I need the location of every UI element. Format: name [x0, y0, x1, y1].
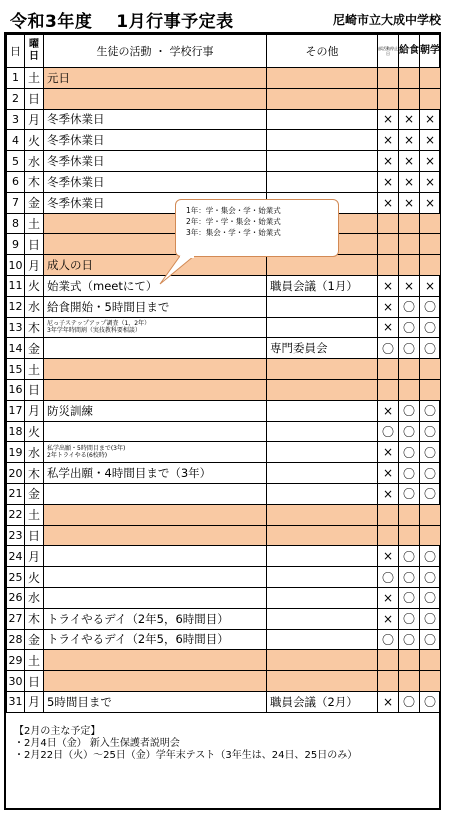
morning-study-mark: 〇: [420, 463, 441, 484]
table-row: [7, 650, 441, 671]
weekday-cell: 土: [25, 650, 44, 671]
activity-cell: 5時間目まで: [44, 691, 267, 712]
other-cell: [267, 608, 378, 629]
header-club-stop: 部活動停止日: [378, 35, 399, 68]
day-cell: 2: [7, 88, 25, 109]
lunch-mark: 〇: [399, 317, 420, 338]
day-cell: 29: [7, 650, 25, 671]
other-cell: [267, 171, 378, 192]
club-stop-mark: [378, 359, 399, 380]
table-row: [7, 400, 441, 421]
activity-cell: トライやるデイ（2年5，6時間目）: [44, 629, 267, 650]
activity-cell: 冬季休業日: [44, 151, 267, 172]
table-row: [7, 151, 441, 172]
club-stop-mark: ×: [378, 171, 399, 192]
header-activity: 生徒の活動 ・ 学校行事: [44, 35, 267, 68]
lunch-mark: ×: [399, 192, 420, 213]
activity-cell: [44, 504, 267, 525]
other-cell: [267, 68, 378, 89]
activity-cell: 私学出願・4時間目まで（3年）: [44, 463, 267, 484]
lunch-mark: [399, 525, 420, 546]
other-cell: [267, 525, 378, 546]
morning-study-mark: 〇: [420, 442, 441, 463]
other-cell: [267, 504, 378, 525]
callout-line: 1年：学・集会・学・始業式: [186, 206, 281, 215]
weekday-cell: 金: [25, 338, 44, 359]
morning-study-mark: 〇: [420, 608, 441, 629]
weekday-cell: 水: [25, 587, 44, 608]
morning-study-mark: [420, 379, 441, 400]
activity-cell: 給食開始・5時間目まで: [44, 296, 267, 317]
other-cell: [267, 587, 378, 608]
day-cell: 11: [7, 275, 25, 296]
table-row: [7, 463, 441, 484]
club-stop-mark: [378, 68, 399, 89]
table-row: [7, 587, 441, 608]
lunch-mark: [399, 671, 420, 692]
other-cell: [267, 400, 378, 421]
activity-cell: [44, 442, 267, 463]
other-cell: [267, 650, 378, 671]
table-row: [7, 379, 441, 400]
weekday-cell: 水: [25, 151, 44, 172]
table-header-row: [7, 35, 441, 68]
other-cell: [267, 296, 378, 317]
notes-line: ・2月22日（火）～25日（金）学年末テスト（3年生は、24日、25日のみ）: [14, 750, 358, 761]
header-lunch: 給食: [399, 35, 420, 68]
club-stop-mark: ×: [378, 463, 399, 484]
day-cell: 27: [7, 608, 25, 629]
morning-study-mark: [420, 213, 441, 234]
weekday-cell: 水: [25, 296, 44, 317]
activity-cell: 冬季休業日: [44, 130, 267, 151]
weekday-cell: 日: [25, 671, 44, 692]
table-row: [7, 525, 441, 546]
weekday-cell: 水: [25, 442, 44, 463]
other-cell: [267, 463, 378, 484]
lunch-mark: ×: [399, 109, 420, 130]
weekday-cell: 日: [25, 525, 44, 546]
weekday-cell: 木: [25, 608, 44, 629]
weekday-cell: 木: [25, 317, 44, 338]
day-cell: 18: [7, 421, 25, 442]
lunch-mark: 〇: [399, 483, 420, 504]
table-row: [7, 317, 441, 338]
morning-study-mark: 〇: [420, 587, 441, 608]
day-cell: 1: [7, 68, 25, 89]
lunch-mark: [399, 255, 420, 276]
table-row: [7, 671, 441, 692]
other-cell: [267, 442, 378, 463]
activity-cell: [44, 379, 267, 400]
callout-line: 2年：学・学・集会・始業式: [186, 217, 281, 226]
other-cell: [267, 629, 378, 650]
club-stop-mark: ×: [378, 442, 399, 463]
day-cell: 6: [7, 171, 25, 192]
morning-study-mark: 〇: [420, 691, 441, 712]
morning-study-mark: 〇: [420, 567, 441, 588]
club-stop-mark: ×: [378, 587, 399, 608]
morning-study-mark: 〇: [420, 483, 441, 504]
weekday-cell: 土: [25, 213, 44, 234]
club-stop-mark: [378, 234, 399, 255]
weekday-cell: 日: [25, 88, 44, 109]
morning-study-mark: [420, 504, 441, 525]
notes-heading: 【2月の主な予定】: [14, 726, 101, 737]
morning-study-mark: ×: [420, 192, 441, 213]
morning-study-mark: [420, 359, 441, 380]
activity-cell: [44, 338, 267, 359]
day-cell: 14: [7, 338, 25, 359]
lunch-mark: [399, 379, 420, 400]
day-cell: 12: [7, 296, 25, 317]
club-stop-mark: ×: [378, 192, 399, 213]
club-stop-mark: ×: [378, 608, 399, 629]
other-cell: [267, 567, 378, 588]
lunch-mark: 〇: [399, 546, 420, 567]
morning-study-mark: [420, 88, 441, 109]
school-name: 尼崎市立大成中学校: [332, 13, 441, 27]
day-cell: 13: [7, 317, 25, 338]
club-stop-mark: [378, 379, 399, 400]
day-cell: 26: [7, 587, 25, 608]
morning-study-mark: 〇: [420, 338, 441, 359]
activity-cell: [44, 671, 267, 692]
morning-study-mark: 〇: [420, 629, 441, 650]
weekday-cell: 金: [25, 483, 44, 504]
activity-cell: [44, 587, 267, 608]
table-body: [7, 68, 441, 713]
table-row: [7, 255, 441, 276]
assembly-callout: [175, 199, 339, 257]
morning-study-mark: 〇: [420, 546, 441, 567]
activity-cell: [44, 88, 267, 109]
weekday-cell: 木: [25, 463, 44, 484]
activity-cell: 元日: [44, 68, 267, 89]
table-row: [7, 567, 441, 588]
day-cell: 4: [7, 130, 25, 151]
table-row: [7, 171, 441, 192]
morning-study-mark: ×: [420, 171, 441, 192]
weekday-cell: 月: [25, 255, 44, 276]
weekday-cell: 日: [25, 379, 44, 400]
other-cell: [267, 359, 378, 380]
lunch-mark: 〇: [399, 629, 420, 650]
morning-study-mark: ×: [420, 109, 441, 130]
table-row: [7, 109, 441, 130]
club-stop-mark: [378, 671, 399, 692]
weekday-cell: 金: [25, 192, 44, 213]
lunch-mark: 〇: [399, 296, 420, 317]
lunch-mark: 〇: [399, 587, 420, 608]
club-stop-mark: ×: [378, 691, 399, 712]
activity-cell: 防災訓練: [44, 400, 267, 421]
weekday-cell: 金: [25, 629, 44, 650]
lunch-mark: 〇: [399, 338, 420, 359]
morning-study-mark: [420, 650, 441, 671]
club-stop-mark: ×: [378, 483, 399, 504]
table-row: [7, 691, 441, 712]
header-other: その他: [267, 35, 378, 68]
activity-cell: 冬季休業日: [44, 109, 267, 130]
lunch-mark: ×: [399, 275, 420, 296]
day-cell: 19: [7, 442, 25, 463]
activity-cell: [44, 650, 267, 671]
table-row: [7, 338, 441, 359]
day-cell: 24: [7, 546, 25, 567]
header-weekday: 曜日: [25, 35, 44, 68]
lunch-mark: [399, 213, 420, 234]
other-cell: [267, 151, 378, 172]
morning-study-mark: [420, 525, 441, 546]
header-day: 日: [7, 35, 25, 68]
table-row: [7, 130, 441, 151]
activity-cell: [44, 359, 267, 380]
table-row: [7, 275, 441, 296]
other-cell: [267, 379, 378, 400]
table-row: [7, 88, 441, 109]
day-cell: 16: [7, 379, 25, 400]
weekday-cell: 土: [25, 504, 44, 525]
weekday-cell: 日: [25, 234, 44, 255]
table-row: [7, 546, 441, 567]
morning-study-mark: ×: [420, 275, 441, 296]
lunch-mark: 〇: [399, 463, 420, 484]
club-stop-mark: [378, 88, 399, 109]
club-stop-mark: ×: [378, 130, 399, 151]
club-stop-mark: [378, 525, 399, 546]
weekday-cell: 火: [25, 421, 44, 442]
club-stop-mark: 〇: [378, 629, 399, 650]
activity-cell: [44, 567, 267, 588]
morning-study-mark: [420, 68, 441, 89]
lunch-mark: [399, 234, 420, 255]
club-stop-mark: ×: [378, 400, 399, 421]
morning-study-mark: [420, 671, 441, 692]
club-stop-mark: ×: [378, 296, 399, 317]
activity-note: 私学出願・5時間目まで(3年): [47, 445, 126, 453]
table-row: [7, 608, 441, 629]
table-row: [7, 359, 441, 380]
page-title: 令和3年度 1月行事予定表: [10, 12, 234, 32]
weekday-cell: 火: [25, 130, 44, 151]
activity-cell: [44, 525, 267, 546]
other-cell: [267, 671, 378, 692]
club-stop-mark: [378, 504, 399, 525]
notes-line: ・2月4日（金） 新入生保護者説明会: [14, 738, 180, 749]
weekday-cell: 月: [25, 109, 44, 130]
other-cell: [267, 546, 378, 567]
weekday-cell: 土: [25, 359, 44, 380]
day-cell: 3: [7, 109, 25, 130]
lunch-mark: ×: [399, 171, 420, 192]
weekday-cell: 火: [25, 567, 44, 588]
activity-cell: 冬季休業日: [44, 192, 267, 213]
club-stop-mark: ×: [378, 275, 399, 296]
day-cell: 23: [7, 525, 25, 546]
activity-note: 尼っ子ステップアップ調査（1，2年）: [47, 320, 151, 328]
day-cell: 25: [7, 567, 25, 588]
other-cell: 専門委員会: [267, 338, 378, 359]
table-row: [7, 504, 441, 525]
morning-study-mark: [420, 234, 441, 255]
club-stop-mark: [378, 650, 399, 671]
lunch-mark: 〇: [399, 567, 420, 588]
weekday-cell: 月: [25, 546, 44, 567]
lunch-mark: [399, 88, 420, 109]
morning-study-mark: 〇: [420, 296, 441, 317]
activity-cell: [44, 317, 267, 338]
other-cell: [267, 317, 378, 338]
weekday-cell: 木: [25, 171, 44, 192]
morning-study-mark: ×: [420, 130, 441, 151]
morning-study-mark: 〇: [420, 421, 441, 442]
club-stop-mark: [378, 255, 399, 276]
weekday-cell: 土: [25, 68, 44, 89]
lunch-mark: [399, 359, 420, 380]
club-stop-mark: 〇: [378, 421, 399, 442]
lunch-mark: 〇: [399, 400, 420, 421]
other-cell: [267, 255, 378, 276]
weekday-cell: 火: [25, 275, 44, 296]
table-row: [7, 442, 441, 463]
callout-tail: [158, 256, 198, 286]
other-cell: [267, 130, 378, 151]
activity-cell: 成人の日: [44, 255, 267, 276]
other-cell: [267, 88, 378, 109]
other-cell: 職員会議（1月）: [267, 275, 378, 296]
table-row: [7, 483, 441, 504]
table-row: [7, 296, 441, 317]
other-cell: [267, 109, 378, 130]
lunch-mark: [399, 68, 420, 89]
other-cell: [267, 421, 378, 442]
day-cell: 9: [7, 234, 25, 255]
activity-cell: [44, 483, 267, 504]
table-row: [7, 629, 441, 650]
day-cell: 31: [7, 691, 25, 712]
morning-study-mark: 〇: [420, 400, 441, 421]
weekday-cell: 月: [25, 400, 44, 421]
activity-note: 2年トライやる(6校時): [47, 452, 108, 460]
lunch-mark: ×: [399, 130, 420, 151]
morning-study-mark: ×: [420, 151, 441, 172]
day-cell: 15: [7, 359, 25, 380]
day-cell: 20: [7, 463, 25, 484]
lunch-mark: 〇: [399, 442, 420, 463]
morning-study-mark: [420, 255, 441, 276]
table-row: [7, 421, 441, 442]
club-stop-mark: ×: [378, 109, 399, 130]
weekday-cell: 月: [25, 691, 44, 712]
activity-cell: 始業式（meetにて）: [44, 275, 267, 296]
header: [4, 4, 445, 32]
activity-cell: [44, 546, 267, 567]
other-cell: [267, 483, 378, 504]
day-cell: 7: [7, 192, 25, 213]
notes-section: [14, 726, 357, 762]
lunch-mark: [399, 504, 420, 525]
lunch-mark: 〇: [399, 691, 420, 712]
day-cell: 28: [7, 629, 25, 650]
activity-cell: 冬季休業日: [44, 171, 267, 192]
lunch-mark: [399, 650, 420, 671]
other-cell: 職員会議（2月）: [267, 691, 378, 712]
lunch-mark: 〇: [399, 608, 420, 629]
callout-line: 3年：集会・学・学・始業式: [186, 228, 281, 237]
club-stop-mark: 〇: [378, 338, 399, 359]
day-cell: 22: [7, 504, 25, 525]
day-cell: 8: [7, 213, 25, 234]
activity-cell: [44, 421, 267, 442]
club-stop-mark: [378, 213, 399, 234]
club-stop-mark: ×: [378, 317, 399, 338]
table-row: [7, 68, 441, 89]
day-cell: 17: [7, 400, 25, 421]
header-morning-study: 朝学: [420, 35, 441, 68]
activity-cell: トライやるデイ（2年5，6時間目）: [44, 608, 267, 629]
club-stop-mark: ×: [378, 151, 399, 172]
activity-note: 3年学年時間割（実技教科要相談）: [47, 327, 141, 335]
day-cell: 30: [7, 671, 25, 692]
club-stop-mark: 〇: [378, 567, 399, 588]
morning-study-mark: 〇: [420, 317, 441, 338]
day-cell: 5: [7, 151, 25, 172]
schedule-table: [6, 34, 441, 713]
day-cell: 10: [7, 255, 25, 276]
lunch-mark: 〇: [399, 421, 420, 442]
day-cell: 21: [7, 483, 25, 504]
club-stop-mark: ×: [378, 546, 399, 567]
lunch-mark: ×: [399, 151, 420, 172]
